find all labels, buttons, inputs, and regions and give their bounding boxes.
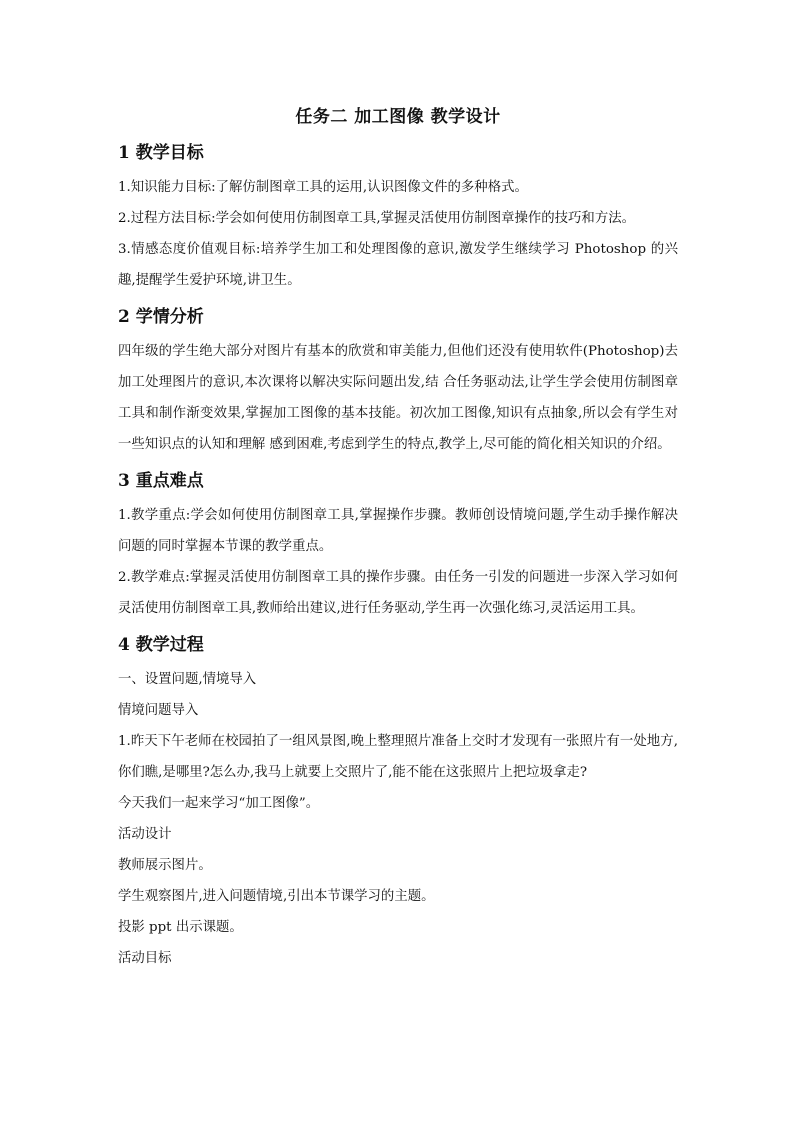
objective-paragraph-2: 2.过程方法目标:学会如何使用仿制图章工具,掌握灵活使用仿制图章操作的技巧和方法。 [118,211,635,226]
document-title: 任务二 加工图像 教学设计 [295,107,501,127]
process-line-6: 教师展示图片。 [118,858,212,873]
process-line-3: 1.昨天下午老师在校园拍了一组风景图,晚上整理照片准备上交时才发现有一张照片有一处地方,你们瞧,是哪里?怎么办,我马上就要上交照片了,能不能在这张照片上把垃圾拿走? [118,734,678,780]
process-line-9: 活动目标 [118,951,172,966]
key-point-paragraph-2: 2.教学难点:掌握灵活使用仿制图章工具的操作步骤。由任务一引发的问题进一步深入学习如何灵活使用仿制图章工具,教师给出建议,进行任务驱动,学生再一次强化练习,灵活运用工具。 [118,570,678,616]
section-heading-process: 4 教学过程 [118,635,204,655]
objective-paragraph-3: 3.情感态度价值观目标:培养学生加工和处理图像的意识,激发学生继续学习 Photoshop 的兴趣,提醒学生爱护环境,讲卫生。 [118,242,678,288]
key-point-paragraph-1: 1.教学重点:学会如何使用仿制图章工具,掌握操作步骤。教师创设情境问题,学生动手操作解决问题的同时掌握本节课的教学重点。 [118,508,678,554]
process-line-8: 投影 ppt 出示课题。 [118,920,243,935]
section-heading-key-points: 3 重点难点 [118,471,204,491]
analysis-paragraph: 四年级的学生绝大部分对图片有基本的欣赏和审美能力,但他们还没有使用软件(Photoshop)去加工处理图片的意识,本次课将以解决实际问题出发,结 合任务驱动法,让学生学会使用仿制图章工具和制作渐变效果,掌握加工图像的基本技能。初次加工图像,知识有点抽象,所以会有学生对一些知识点的认知和理解 感到困难,考虑到学生的特点,教学上,尽可能的简化相关知识的介绍。 [118,344,678,452]
section-heading-analysis: 2 学情分析 [118,307,204,327]
process-line-2: 情境问题导入 [118,703,199,718]
process-line-5: 活动设计 [118,827,172,842]
process-line-4: 今天我们一起来学习“加工图像”。 [118,796,320,811]
objective-paragraph-1: 1.知识能力目标:了解仿制图章工具的运用,认识图像文件的多种格式。 [118,180,528,195]
process-line-7: 学生观察图片,进入问题情境,引出本节课学习的主题。 [118,889,435,904]
document-body [118,104,678,974]
section-heading-objectives: 1 教学目标 [118,143,204,163]
process-line-1: 一、设置问题,情境导入 [118,672,257,687]
